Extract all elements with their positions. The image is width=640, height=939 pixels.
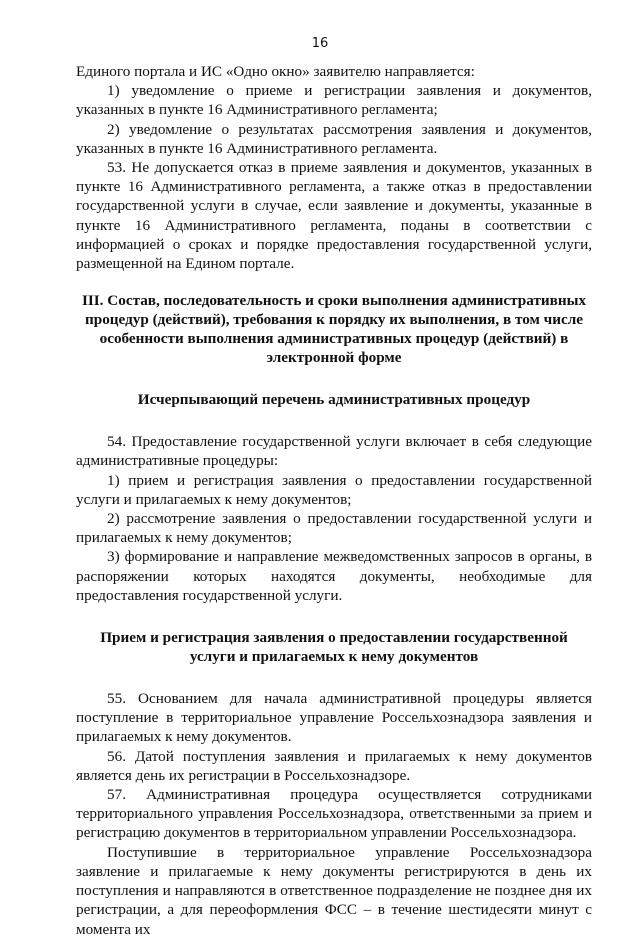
paragraph-53: 53. Не допускается отказ в приеме заявления и документов, указанных в пункте 16 Административного регламента, а также отказ в предоставлении государственной услуги в случае, если заявление и документы, указанные в пункте 16 Административного регламента, поданы в соответствии с информацией о сроках и порядке предоставления государственной услуги, размещенной на Едином портале.: [76, 159, 592, 273]
paragraph-54-item-3: 3) формирование и направление межведомственных запросов в органы, в распоряжении которых находятся документы, необходимые для предоставления государственной услуги.: [76, 548, 592, 604]
subheading-reception: Прием и регистрация заявления о предоставлении государственной услуги и прилагаемых к нему документов: [100, 629, 568, 666]
paragraph-54-item-1: 1) прием и регистрация заявления о предоставлении государственной услуги и прилагаемых к нему документов;: [76, 471, 592, 508]
paragraph-registration: Поступившие в территориальное управление Россельхознадзора заявление и прилагаемые к нему документы регистрируются в день их поступления и направляются в ответственное подразделение не позднее дня их регистрации, а для переоформления ФСС – в течение шестидесяти минут с момента их: [76, 843, 592, 938]
section-heading: III. Состав, последовательность и сроки выполнения административных процедур (действий), требования к порядку их выполнения, в том числе особенности выполнения административных процедур (действий) в электронной форме: [81, 292, 587, 367]
paragraph-item-2: 2) уведомление о результатах рассмотрения заявления и документов, указанных в пункте 16 Административного регламента.: [76, 120, 592, 157]
subheading-procedures-list: Исчерпывающий перечень административных процедур: [137, 391, 531, 409]
paragraph-54-item-2: 2) рассмотрение заявления о предоставлении государственной услуги и прилагаемых к нему документов;: [76, 510, 592, 547]
paragraph-continuation: Единого портала и ИС «Одно окно» заявителю направляется:: [76, 63, 475, 80]
paragraph-55: 55. Основанием для начала административной процедуры является поступление в территориальное управление Россельхознадзора заявления и прилагаемых к нему документов.: [76, 690, 592, 746]
paragraph-57: 57. Административная процедура осуществляется сотрудниками территориального управления Россельхознадзора, ответственными за прием и регистрацию документов в территориальном управлении Россельхознадзора.: [76, 786, 592, 842]
paragraph-56: 56. Датой поступления заявления и прилагаемых к нему документов является день их регистрации в Россельхознадзоре.: [76, 747, 592, 784]
paragraph-item-1: 1) уведомление о приеме и регистрации заявления и документов, указанных в пункте 16 Административного регламента;: [76, 82, 592, 119]
page-number: 16: [311, 36, 329, 51]
document-body: [76, 62, 592, 939]
paragraph-54: 54. Предоставление государственной услуги включает в себя следующие административные процедуры:: [76, 433, 592, 470]
